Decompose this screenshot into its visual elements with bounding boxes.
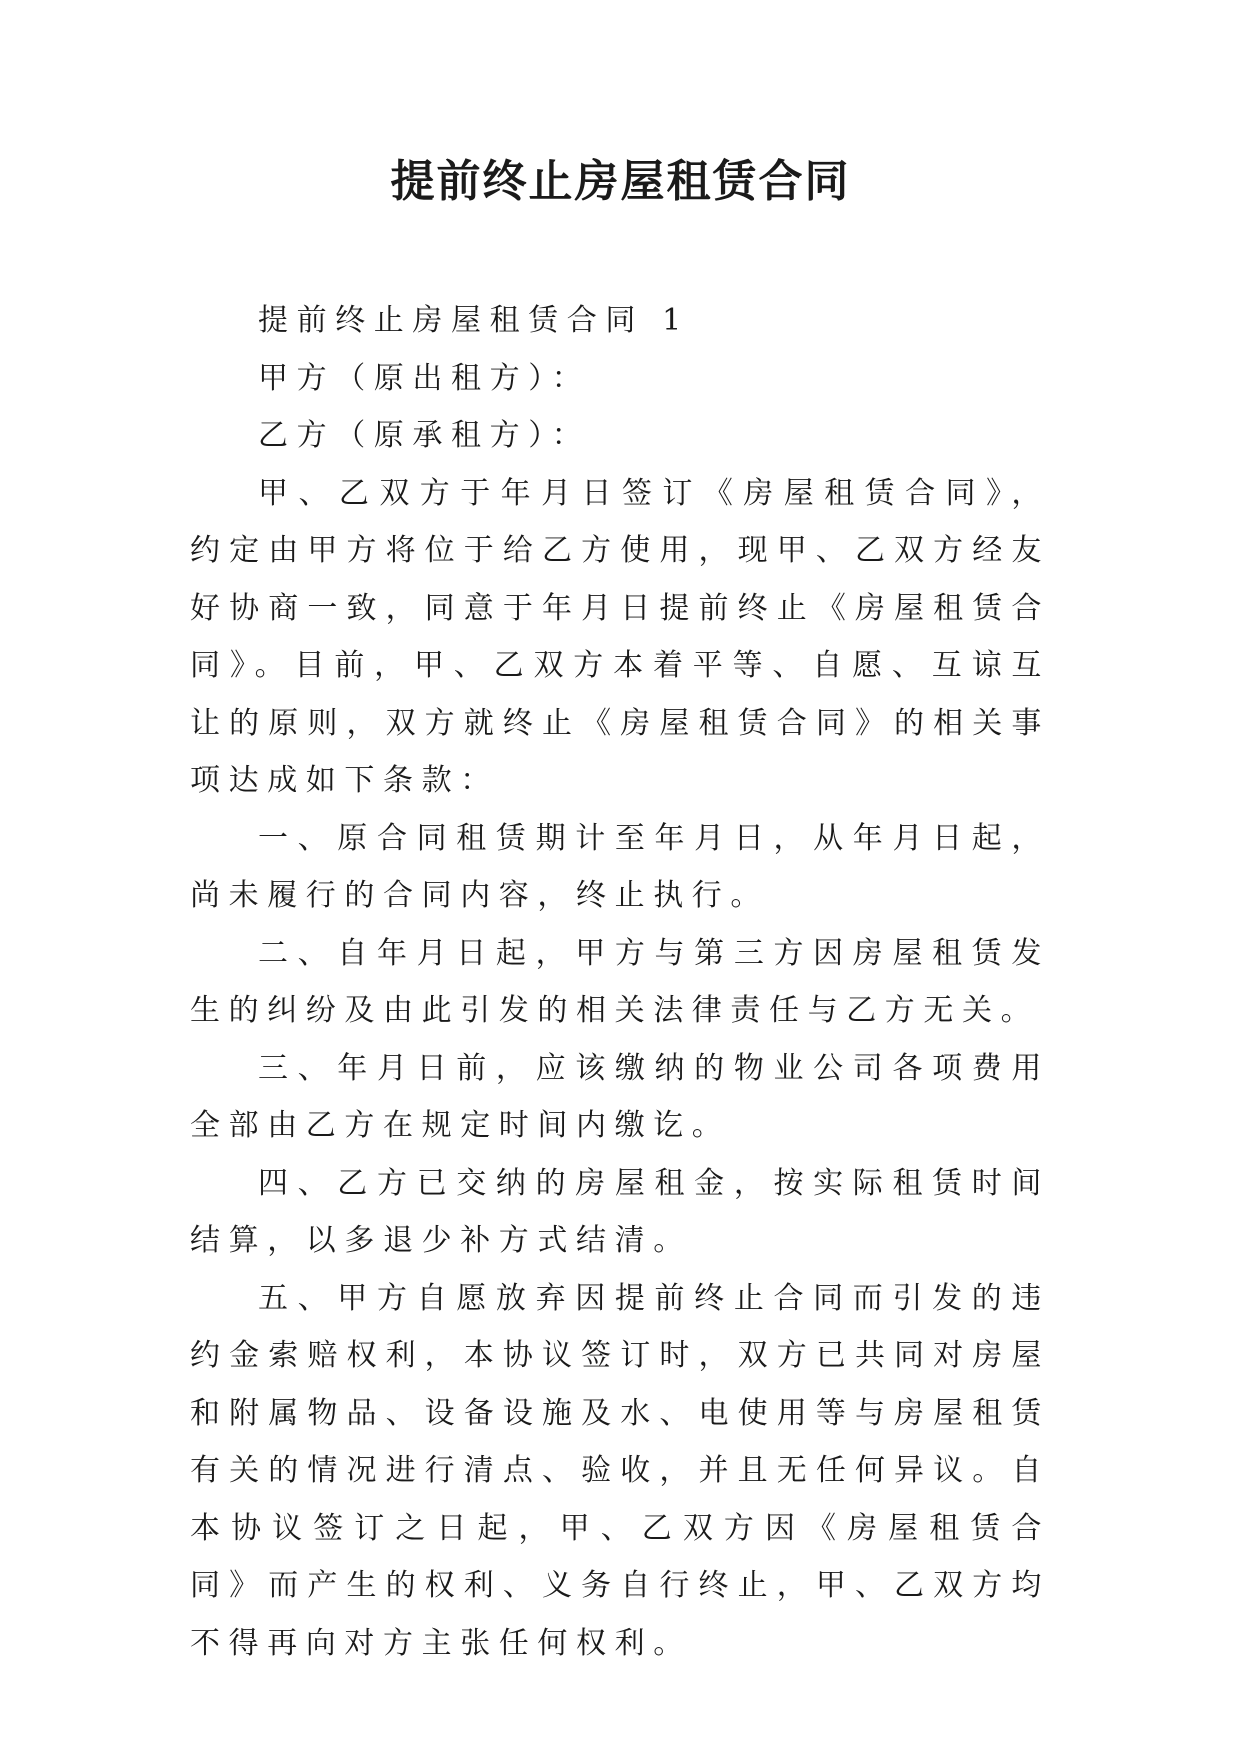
party-b-line: 乙方（原承租方）： [258, 418, 591, 453]
preamble-paragraph: 甲、乙双方于年月日签订《房屋租赁合同》，约定由甲方将位于给乙方使用，现甲、乙双方经友好协商一致，同意于年月日提前终止《房屋租赁合同》。目前，甲、乙双方本着平等、自愿、互谅互让的原则，双方就终止《房屋租赁合同》的相关事项达成如下条款： [190, 475, 1050, 798]
clause-4: 四、乙方已交纳的房屋租金，按实际租赁时间结算，以多退少补方式结清。 [190, 1165, 1050, 1258]
clause-3: 三、年月日前，应该缴纳的物业公司各项费用全部由乙方在规定时间内缴讫。 [190, 1050, 1050, 1143]
clause-2: 二、自年月日起，甲方与第三方因房屋租赁发生的纠纷及由此引发的相关法律责任与乙方无关。 [190, 935, 1050, 1028]
document-title: 提前终止房屋租赁合同 [390, 156, 851, 207]
document-body [190, 292, 1050, 1672]
party-a-line: 甲方（原出租方）： [258, 360, 591, 396]
contract-heading: 提前终止房屋租赁合同 1 [258, 303, 690, 338]
clause-5: 五、甲方自愿放弃因提前终止合同而引发的违约金索赔权利，本协议签订时，双方已共同对房屋和附属物品、设备设施及水、电使用等与房屋租赁有关的情况进行清点、验收，并且无任何异议。自本协议签订之日起，甲、乙双方因《房屋租赁合同》而产生的权利、义务自行终止，甲、乙双方均不得再向对方主张任何权利。 [190, 1280, 1050, 1661]
clause-1: 一、原合同租赁期计至年月日，从年月日起，尚未履行的合同内容，终止执行。 [190, 820, 1050, 913]
